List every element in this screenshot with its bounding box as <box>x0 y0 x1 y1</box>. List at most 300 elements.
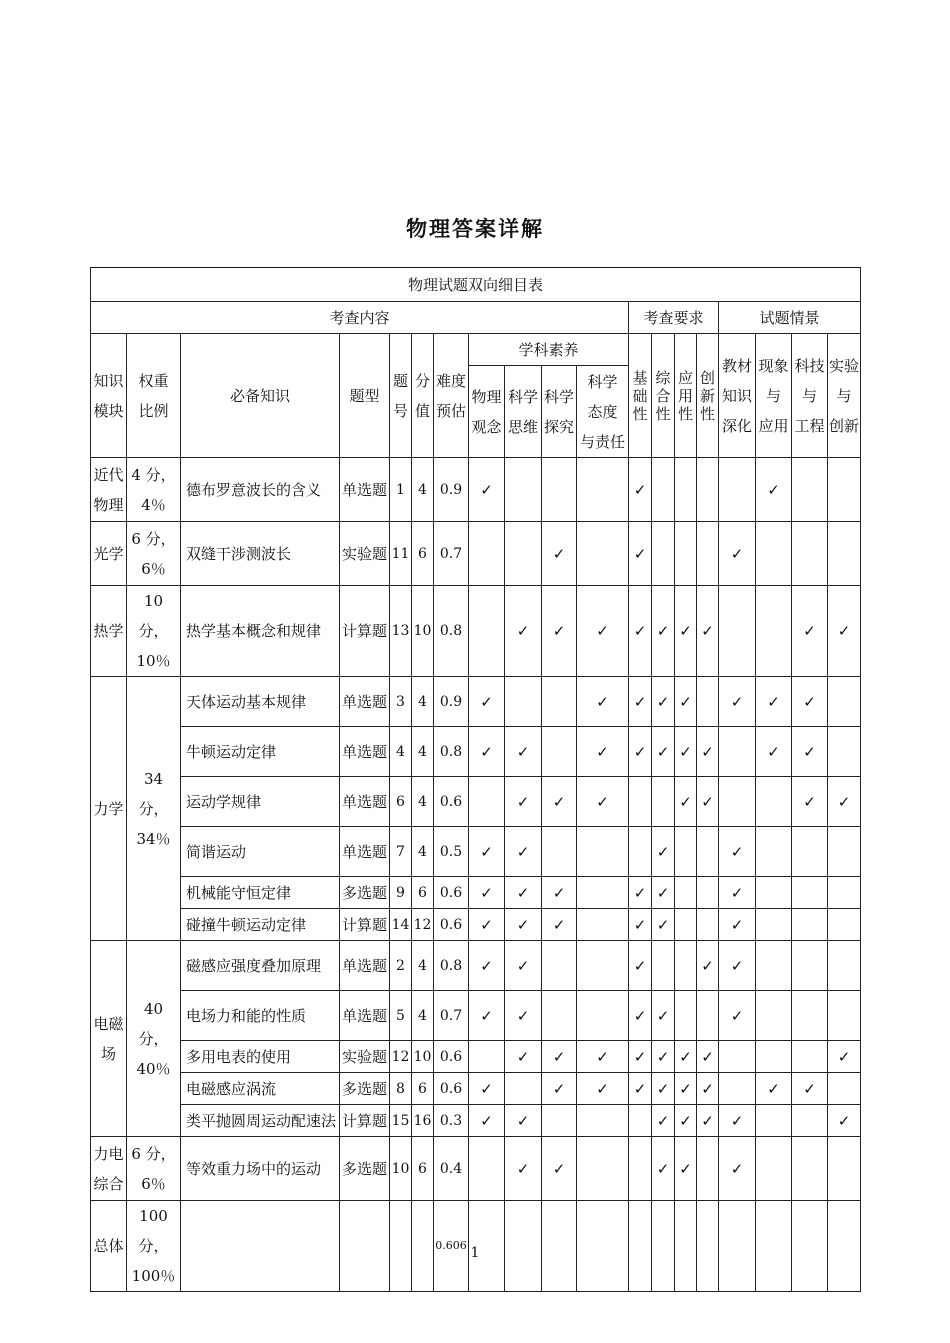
header-comprehensive-line: 综 <box>655 368 671 387</box>
check-mark: ✓ <box>629 458 652 522</box>
header-number-line: 号 <box>392 401 408 420</box>
empty-cell <box>756 586 792 677</box>
empty-cell <box>697 1137 719 1201</box>
knowledge-item: 电磁感应涡流 <box>181 1073 340 1105</box>
empty-cell <box>505 522 542 586</box>
question-type: 多选题 <box>340 1073 390 1105</box>
module-name <box>91 522 127 586</box>
check-mark: ✓ <box>828 586 861 677</box>
module-weight-line: 10％ <box>136 652 171 670</box>
check-mark: ✓ <box>756 677 792 727</box>
module-weight-line: 40％ <box>136 1059 171 1078</box>
module-name <box>91 1137 127 1201</box>
check-mark: ✓ <box>577 727 629 777</box>
empty-cell <box>697 877 719 909</box>
header-science-inquiry-line: 科学 <box>543 387 574 406</box>
empty-cell <box>577 991 629 1041</box>
question-number: 13 <box>390 586 412 677</box>
empty-cell <box>756 909 792 941</box>
check-mark: ✓ <box>719 991 756 1041</box>
question-score: 6 <box>412 1137 434 1201</box>
module-weight <box>127 677 181 941</box>
header-applied <box>675 334 697 458</box>
header-difficulty-line: 难度 <box>435 371 466 390</box>
empty-cell <box>675 877 697 909</box>
difficulty-value: 0.7 <box>434 522 469 586</box>
check-mark: ✓ <box>719 1105 756 1137</box>
empty-cell <box>719 777 756 827</box>
group-header-context: 试题情景 <box>719 302 861 334</box>
empty-cell <box>629 827 652 877</box>
question-number: 9 <box>390 877 412 909</box>
module-name <box>91 458 127 522</box>
check-mark: ✓ <box>675 727 697 777</box>
header-tech-line: 科技 <box>794 356 825 375</box>
knowledge-item: 热学基本概念和规律 <box>181 586 340 677</box>
check-mark: ✓ <box>719 827 756 877</box>
knowledge-item: 双缝干涉测波长 <box>181 522 340 586</box>
header-type: 题型 <box>340 334 390 458</box>
header-weight-line: 比例 <box>138 401 169 420</box>
header-phenomena-line: 现象 <box>758 356 789 375</box>
check-mark: ✓ <box>756 727 792 777</box>
empty-cell <box>577 877 629 909</box>
empty-cell <box>577 458 629 522</box>
check-mark: ✓ <box>469 458 505 522</box>
empty-cell <box>792 877 828 909</box>
difficulty-value: 0.4 <box>434 1137 469 1201</box>
header-textbook-line: 教材 <box>721 356 752 375</box>
difficulty-value: 0.6 <box>434 777 469 827</box>
check-mark: ✓ <box>505 941 542 991</box>
module-weight <box>127 586 181 677</box>
empty-cell <box>542 727 577 777</box>
header-experiment <box>828 334 861 458</box>
header-attitude-line: 态度 <box>587 402 618 421</box>
question-score: 6 <box>412 522 434 586</box>
question-score: 4 <box>412 458 434 522</box>
empty-cell <box>629 1105 652 1137</box>
check-mark: ✓ <box>577 586 629 677</box>
check-mark: ✓ <box>652 677 675 727</box>
empty-cell <box>756 941 792 991</box>
empty-cell <box>675 909 697 941</box>
check-mark: ✓ <box>505 586 542 677</box>
check-mark: ✓ <box>629 909 652 941</box>
empty-cell <box>542 1105 577 1137</box>
check-mark: ✓ <box>697 727 719 777</box>
empty-cell <box>652 941 675 991</box>
check-mark: ✓ <box>505 877 542 909</box>
header-comprehensive-line: 性 <box>655 404 671 423</box>
check-mark: ✓ <box>697 941 719 991</box>
check-mark: ✓ <box>792 586 828 677</box>
difficulty-value: 0.6 <box>434 1073 469 1105</box>
check-mark: ✓ <box>542 777 577 827</box>
header-weight-line: 权重 <box>138 371 169 390</box>
knowledge-item: 多用电表的使用 <box>181 1041 340 1073</box>
module-weight-line: 6 分， <box>131 529 176 548</box>
check-mark: ✓ <box>629 941 652 991</box>
header-science-inquiry <box>542 366 577 458</box>
module-weight-line: 6 分， <box>131 1144 176 1163</box>
page-number: 1 <box>470 1245 480 1261</box>
module-weight-line: 34 分， <box>138 769 169 818</box>
table-caption: 物理试题双向细目表 <box>91 268 861 302</box>
difficulty-value: 0.8 <box>434 727 469 777</box>
module-name-line: 力电 <box>93 1144 124 1163</box>
header-module <box>91 334 127 458</box>
empty-cell <box>756 522 792 586</box>
empty-cell <box>629 777 652 827</box>
module-weight-line: 6％ <box>141 1174 166 1193</box>
question-score: 12 <box>412 909 434 941</box>
specification-table <box>90 267 861 1292</box>
knowledge-item: 机械能守恒定律 <box>181 877 340 909</box>
module-weight <box>127 522 181 586</box>
header-applied-line: 应 <box>677 368 693 387</box>
question-number: 4 <box>390 727 412 777</box>
header-weight <box>127 334 181 458</box>
check-mark: ✓ <box>756 1073 792 1105</box>
empty-cell <box>675 458 697 522</box>
empty-cell <box>675 827 697 877</box>
header-number <box>390 334 412 458</box>
difficulty-value: 0.5 <box>434 827 469 877</box>
header-basic-line: 基 <box>632 368 648 387</box>
empty-cell <box>792 1041 828 1073</box>
check-mark: ✓ <box>505 991 542 1041</box>
empty-cell <box>469 777 505 827</box>
check-mark: ✓ <box>469 991 505 1041</box>
check-mark: ✓ <box>697 1073 719 1105</box>
header-textbook <box>719 334 756 458</box>
total-weight-line: 100 分， <box>138 1207 169 1255</box>
empty-cell <box>756 1137 792 1201</box>
empty-cell <box>697 458 719 522</box>
question-score: 10 <box>412 1041 434 1073</box>
header-applied-line: 用 <box>677 386 693 405</box>
difficulty-value: 0.9 <box>434 677 469 727</box>
header-basic-line: 础 <box>632 386 648 405</box>
module-name <box>91 677 127 941</box>
header-score-line: 分 <box>414 371 430 390</box>
check-mark: ✓ <box>652 1041 675 1073</box>
question-score: 4 <box>412 827 434 877</box>
empty-cell <box>505 1073 542 1105</box>
check-mark: ✓ <box>719 677 756 727</box>
empty-cell <box>697 522 719 586</box>
header-physics-concept-line: 观念 <box>471 417 502 436</box>
total-label: 总体 <box>91 1201 127 1292</box>
header-basic-line: 性 <box>632 404 648 423</box>
module-weight-line: 4 分， <box>131 465 176 484</box>
check-mark: ✓ <box>505 1137 542 1201</box>
check-mark: ✓ <box>719 877 756 909</box>
module-name-line: 力学 <box>93 799 124 818</box>
check-mark: ✓ <box>675 1073 697 1105</box>
module-weight-line: 10 分， <box>138 592 169 640</box>
empty-cell <box>675 522 697 586</box>
module-name-line: 热学 <box>93 622 124 640</box>
check-mark: ✓ <box>792 1073 828 1105</box>
check-mark: ✓ <box>629 586 652 677</box>
empty-cell <box>675 941 697 991</box>
empty-cell <box>756 877 792 909</box>
check-mark: ✓ <box>469 1073 505 1105</box>
question-type: 单选题 <box>340 827 390 877</box>
module-name <box>91 941 127 1137</box>
empty-cell <box>577 522 629 586</box>
check-mark: ✓ <box>505 777 542 827</box>
empty-cell <box>469 1137 505 1201</box>
empty-cell <box>542 458 577 522</box>
check-mark: ✓ <box>697 586 719 677</box>
empty-cell <box>828 1137 861 1201</box>
header-science-inquiry-line: 探究 <box>543 417 574 436</box>
empty-cell <box>577 1105 629 1137</box>
check-mark: ✓ <box>629 522 652 586</box>
empty-cell <box>792 991 828 1041</box>
header-comprehensive-line: 合 <box>655 386 671 405</box>
check-mark: ✓ <box>675 1105 697 1137</box>
empty-cell <box>469 1041 505 1073</box>
module-weight <box>127 941 181 1137</box>
empty-cell <box>675 991 697 1041</box>
check-mark: ✓ <box>542 586 577 677</box>
question-number: 1 <box>390 458 412 522</box>
check-mark: ✓ <box>469 1105 505 1137</box>
question-type: 多选题 <box>340 877 390 909</box>
question-type: 单选题 <box>340 458 390 522</box>
check-mark: ✓ <box>629 677 652 727</box>
check-mark: ✓ <box>675 1041 697 1073</box>
question-score: 4 <box>412 727 434 777</box>
check-mark: ✓ <box>792 777 828 827</box>
check-mark: ✓ <box>629 1073 652 1105</box>
empty-cell <box>792 909 828 941</box>
check-mark: ✓ <box>505 1105 542 1137</box>
question-score: 10 <box>412 586 434 677</box>
question-number: 7 <box>390 827 412 877</box>
question-number: 5 <box>390 991 412 1041</box>
question-score: 16 <box>412 1105 434 1137</box>
empty-cell <box>828 941 861 991</box>
check-mark: ✓ <box>828 1105 861 1137</box>
header-innovative-line: 新 <box>699 386 715 405</box>
check-mark: ✓ <box>469 941 505 991</box>
module-name-line: 场 <box>100 1044 116 1063</box>
question-number: 15 <box>390 1105 412 1137</box>
header-comprehensive <box>652 334 675 458</box>
header-module-line: 模块 <box>93 401 124 420</box>
header-basic <box>629 334 652 458</box>
check-mark: ✓ <box>629 727 652 777</box>
check-mark: ✓ <box>652 909 675 941</box>
empty-cell <box>719 727 756 777</box>
knowledge-item: 运动学规律 <box>181 777 340 827</box>
empty-cell <box>792 1137 828 1201</box>
knowledge-item: 等效重力场中的运动 <box>181 1137 340 1201</box>
module-name-line: 物理 <box>93 495 124 514</box>
check-mark: ✓ <box>652 727 675 777</box>
question-number: 14 <box>390 909 412 941</box>
knowledge-item: 天体运动基本规律 <box>181 677 340 727</box>
empty-cell <box>756 1041 792 1073</box>
empty-cell <box>577 827 629 877</box>
header-tech-line: 与 <box>801 386 817 405</box>
check-mark: ✓ <box>505 827 542 877</box>
question-number: 6 <box>390 777 412 827</box>
check-mark: ✓ <box>629 1041 652 1073</box>
header-phenomena-line: 与 <box>765 386 781 405</box>
check-mark: ✓ <box>675 586 697 677</box>
question-score: 4 <box>412 991 434 1041</box>
empty-cell <box>719 1073 756 1105</box>
check-mark: ✓ <box>697 1041 719 1073</box>
empty-cell <box>828 458 861 522</box>
empty-cell <box>828 827 861 877</box>
question-type: 单选题 <box>340 777 390 827</box>
check-mark: ✓ <box>629 991 652 1041</box>
module-weight <box>127 458 181 522</box>
question-number: 11 <box>390 522 412 586</box>
empty-cell <box>756 991 792 1041</box>
difficulty-value: 0.6 <box>434 909 469 941</box>
empty-cell <box>652 522 675 586</box>
empty-cell <box>828 677 861 727</box>
empty-cell <box>577 941 629 991</box>
empty-cell <box>792 522 828 586</box>
check-mark: ✓ <box>719 522 756 586</box>
check-mark: ✓ <box>577 777 629 827</box>
empty-cell <box>719 1041 756 1073</box>
empty-cell <box>828 877 861 909</box>
header-module-line: 知识 <box>93 371 124 390</box>
check-mark: ✓ <box>756 458 792 522</box>
question-type: 计算题 <box>340 586 390 677</box>
check-mark: ✓ <box>469 727 505 777</box>
header-innovative-line: 性 <box>699 404 715 423</box>
check-mark: ✓ <box>505 1041 542 1073</box>
question-score: 4 <box>412 677 434 727</box>
check-mark: ✓ <box>577 1073 629 1105</box>
module-name-line: 光学 <box>93 544 124 563</box>
check-mark: ✓ <box>469 877 505 909</box>
difficulty-value: 0.9 <box>434 458 469 522</box>
check-mark: ✓ <box>719 941 756 991</box>
question-score: 6 <box>412 1073 434 1105</box>
check-mark: ✓ <box>652 877 675 909</box>
check-mark: ✓ <box>697 1105 719 1137</box>
header-tech-line: 工程 <box>794 416 825 435</box>
question-type: 单选题 <box>340 991 390 1041</box>
check-mark: ✓ <box>792 727 828 777</box>
header-difficulty <box>434 334 469 458</box>
check-mark: ✓ <box>469 909 505 941</box>
empty-cell <box>542 827 577 877</box>
module-weight-line: 34％ <box>136 829 171 848</box>
module-weight <box>127 1137 181 1201</box>
check-mark: ✓ <box>652 827 675 877</box>
empty-cell <box>542 677 577 727</box>
question-type: 计算题 <box>340 909 390 941</box>
header-textbook-line: 深化 <box>721 416 752 435</box>
module-name-line: 电磁 <box>93 1014 124 1033</box>
question-type: 单选题 <box>340 941 390 991</box>
empty-cell <box>697 827 719 877</box>
header-phenomena <box>756 334 792 458</box>
check-mark: ✓ <box>652 1137 675 1201</box>
question-type: 计算题 <box>340 1105 390 1137</box>
knowledge-item: 德布罗意波长的含义 <box>181 458 340 522</box>
check-mark: ✓ <box>542 909 577 941</box>
check-mark: ✓ <box>542 1137 577 1201</box>
header-textbook-line: 知识 <box>721 386 752 405</box>
empty-cell <box>828 522 861 586</box>
knowledge-item: 磁感应强度叠加原理 <box>181 941 340 991</box>
header-experiment-line: 实验 <box>829 356 860 375</box>
module-weight-line: 4％ <box>141 495 166 514</box>
check-mark: ✓ <box>652 586 675 677</box>
header-science-thinking-line: 思维 <box>507 417 538 436</box>
question-type: 实验题 <box>340 522 390 586</box>
question-type: 单选题 <box>340 727 390 777</box>
header-science-thinking <box>505 366 542 458</box>
header-attitude-line: 科学 <box>587 372 618 391</box>
group-header-content: 考查内容 <box>91 302 629 334</box>
module-name-line: 综合 <box>93 1174 124 1193</box>
empty-cell <box>652 777 675 827</box>
empty-cell <box>828 991 861 1041</box>
check-mark: ✓ <box>828 777 861 827</box>
empty-cell <box>697 909 719 941</box>
check-mark: ✓ <box>675 677 697 727</box>
empty-cell <box>719 458 756 522</box>
header-score <box>412 334 434 458</box>
difficulty-value: 0.8 <box>434 941 469 991</box>
question-number: 12 <box>390 1041 412 1073</box>
empty-cell <box>719 586 756 677</box>
check-mark: ✓ <box>542 522 577 586</box>
empty-cell <box>542 991 577 1041</box>
header-innovative-line: 创 <box>699 368 715 387</box>
check-mark: ✓ <box>719 1137 756 1201</box>
header-number-line: 题 <box>392 371 408 390</box>
check-mark: ✓ <box>542 1041 577 1073</box>
empty-cell <box>505 458 542 522</box>
check-mark: ✓ <box>675 777 697 827</box>
header-experiment-line: 创新 <box>829 416 860 435</box>
check-mark: ✓ <box>629 877 652 909</box>
difficulty-value: 0.7 <box>434 991 469 1041</box>
check-mark: ✓ <box>719 909 756 941</box>
knowledge-item: 类平抛圆周运动配速法 <box>181 1105 340 1137</box>
header-experiment-line: 与 <box>836 386 852 405</box>
header-phenomena-line: 应用 <box>758 416 789 435</box>
empty-cell <box>792 458 828 522</box>
header-attitude <box>577 366 629 458</box>
empty-cell <box>697 677 719 727</box>
header-attitude-line: 与责任 <box>579 432 625 451</box>
empty-cell <box>629 1137 652 1201</box>
check-mark: ✓ <box>505 727 542 777</box>
question-score: 4 <box>412 941 434 991</box>
empty-cell <box>697 991 719 1041</box>
check-mark: ✓ <box>577 677 629 727</box>
check-mark: ✓ <box>828 1041 861 1073</box>
header-innovative <box>697 334 719 458</box>
